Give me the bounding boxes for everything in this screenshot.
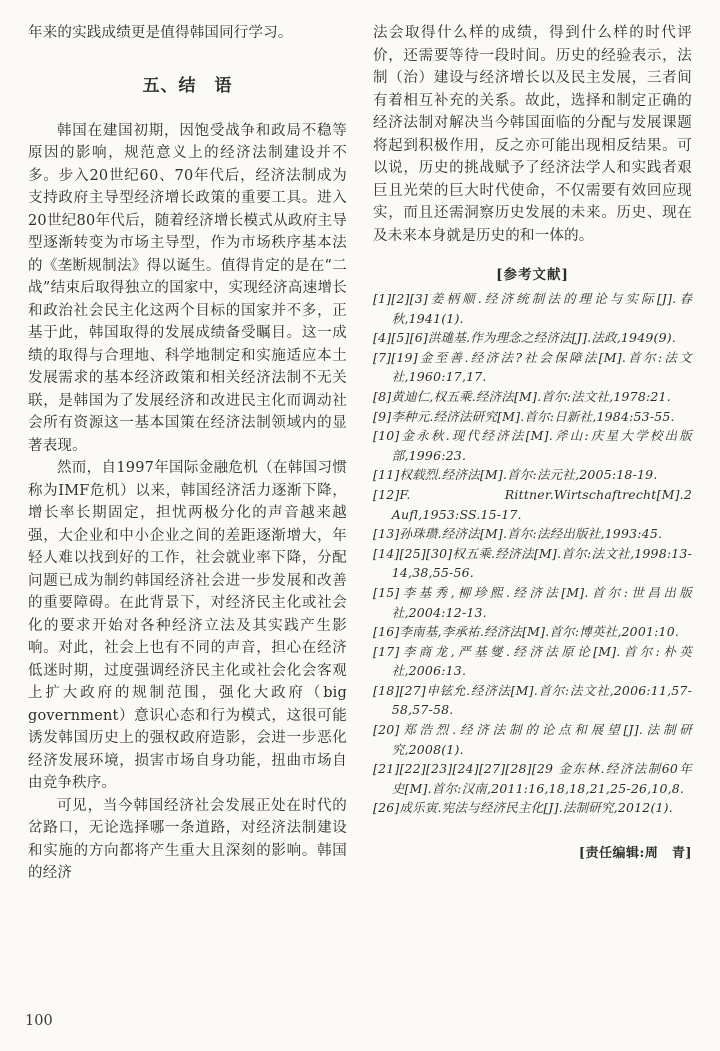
reference-item: [7][19]金至善.经济法?社会保障法[M].首尔:法文社,1960:17,17.: [373, 349, 692, 385]
body-paragraph: 然而，自1997年国际金融危机（在韩国习惯称为IMF危机）以来，韩国经济活力逐渐下降，增长率长期固定，担忧两极分化的声音越来越强，大企业和中小企业之间的差距逐渐增大，年轻人难以找到好的工作，社会就业率下降，分配问题已成为制约韩国经济社会进一步发展和改善的重要障碍。在此背景下，对经济民主化或社会化的要求开始对各种经济立法及其实践产生影响。对此，社会上也有不同的声音，担心在经济低迷时期，过度强调经济民主化或社会化会客观上扩大政府的规制范围，强化大政府（big government）意识心态和行为模式，这很可能诱发韩国历史上的强权政府造影，会进一步恶化经济发展环境，损害市场自身功能，扭曲市场自由竞争秩序。: [28, 460, 347, 791]
reference-item: [15]李基秀,柳珍熙.经济法[M].首尔:世昌出版社,2004:12-13.: [373, 584, 692, 620]
reference-item: [4][5][6]洪璡基.作为理念之经济法[J].法政,1949(9).: [373, 330, 676, 346]
reference-item: [18][27]申铉允.经济法[M].首尔:法文社,2006:11,57-58,57-58.: [373, 682, 692, 718]
carryover-paragraph: 年来的实践成绩更是值得韩国同行学习。: [28, 25, 293, 41]
reference-item: [8]黄迪仁,权五乘.经济法[M].首尔:法文社,1978:21.: [373, 388, 671, 404]
reference-item: [10]金永秋.现代经济法[M].斧山:庆星大学校出版部,1996:23.: [373, 428, 692, 463]
page-number: 100: [25, 1013, 53, 1029]
reference-item: [20]郑浩烈.经济法制的论点和展望[J].法制研究,2008(1).: [373, 722, 692, 757]
continuation-paragraph: 法会取得什么样的成绩，得到什么样的时代评价，还需要等待一段时间。历史的经验表示，法制（治）建设与经济增长以及民主发展，三者间有着相互补充的关系。故此，选择和制定正确的经济法制对解决当今韩国面临的分配与发展课题将起到积极作用，反之亦可能出现相反结果。可以说，历史的挑战赋予了经济法学人和实践者艰巨且光荣的巨大时代使命，不仅需要有效回应现实，而且还需洞察历史发展的未来。历史、现在及未来本身就是历史的和一体的。: [373, 25, 692, 244]
reference-item: [16]李南基,李承祐.经济法[M].首尔:博英社,2001:10.: [373, 624, 680, 640]
section-heading-conclusion: 五、结 语: [142, 75, 233, 96]
references-heading: [参考文献]: [496, 267, 569, 283]
reference-item: [9]李种元.经济法研究[M].首尔:日新社,1984:53-55.: [373, 408, 675, 424]
editor-note: [责任编辑:周 青]: [578, 846, 692, 862]
two-column-layout: [28, 22, 692, 885]
reference-item: [14][25][30]权五乘.经济法[M].首尔:法文社,1998:13-14,38,55-56.: [373, 545, 692, 581]
reference-item: [13]孙珠瓒.经济法[M].首尔:法经出版社,1993:45.: [373, 526, 663, 542]
reference-item: [11]权载烈.经济法[M].首尔:法元社,2005:18-19.: [373, 467, 658, 483]
reference-item: [21][22][23][24][27][28][29 金东林.经济法制60年史[M].首尔:汉南,2011:16,18,18,21,25-26,10,8.: [373, 761, 692, 796]
reference-item: [26]成乐寅.宪法与经济民主化[J].法制研究,2012(1).: [373, 800, 673, 816]
left-column: [28, 22, 347, 885]
body-paragraph: 可见，当今韩国经济社会发展正处在时代的岔路口，无论选择哪一条道路，对经济法制建设和实施的方向都将产生重大且深刻的影响。韩国的经济: [28, 797, 347, 881]
right-column: [373, 22, 692, 885]
body-paragraph: 韩国在建国初期，因饱受战争和政局不稳等原因的影响，规范意义上的经济法制建设并不多。步入20世纪60、70年代后，经济法制成为支持政府主导型经济增长政策的重要工具。进入20世纪80年代后，随着经济增长模式从政府主导型逐渐转变为市场主导型，作为市场秩序基本法的《垄断规制法》得以诞生。值得肯定的是在“二战”结束后取得独立的国家中，实现经济高速增长和政治社会民主化这两个目标的国家并不多，正基于此，韩国取得的发展成绩备受瞩目。这一成绩的取得与合理地、科学地制定和实施适应本土发展需求的基本经济政策和相关经济法制不无关联，是韩国为了发展经济和改进民主化而调动社会所有资源这一基本国策在经济法制领域内的显著表现。: [28, 122, 347, 454]
reference-item: [1][2][3]姜柄顺.经济统制法的理论与实际[J].春秋,1941(1).: [373, 291, 692, 326]
reference-item: [12]F. Rittner.Wirtschaftrecht[M].2 Aufl,1953:SS.15-17.: [373, 486, 692, 522]
reference-list: [373, 289, 692, 818]
reference-item: [17]李商龙,严基燮.经济法原论[M].首尔:朴英社,2006:13.: [373, 643, 692, 679]
